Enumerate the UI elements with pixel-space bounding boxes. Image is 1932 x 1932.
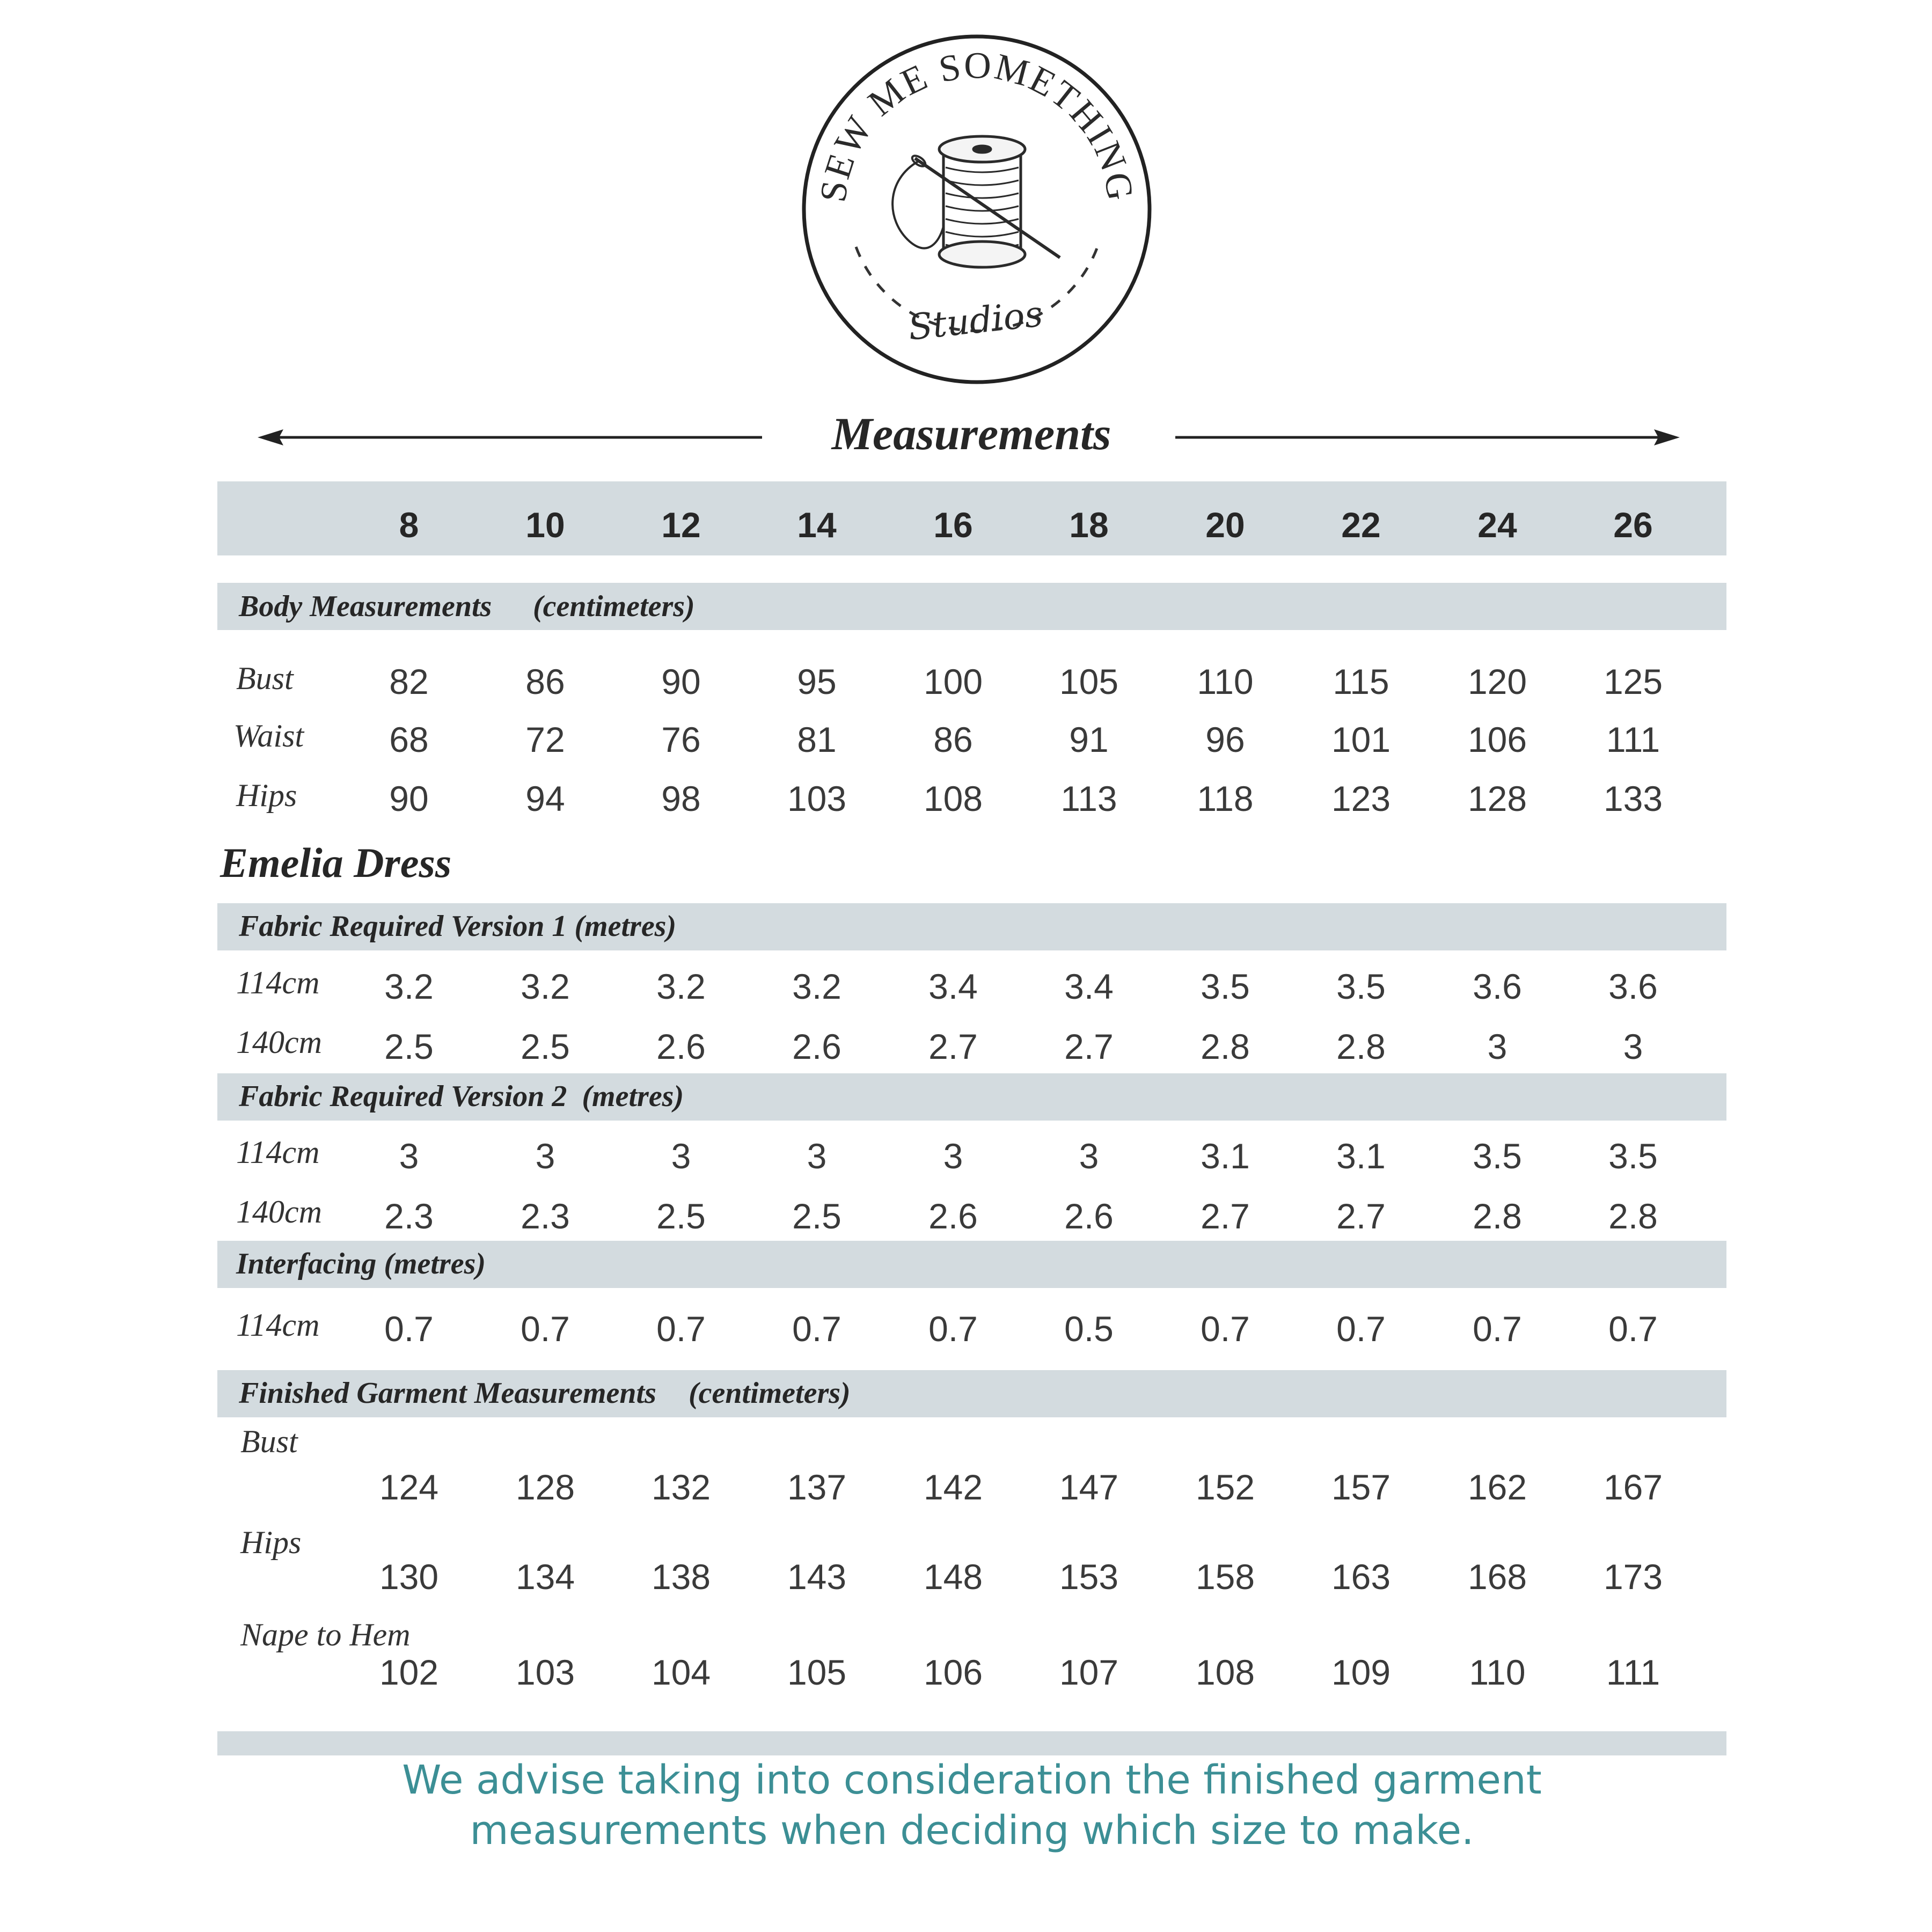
table-cell: 109 bbox=[1331, 1652, 1391, 1692]
logo-bottom-text: Studios bbox=[906, 293, 1045, 349]
table-cell: 95 bbox=[797, 662, 837, 701]
table-cell: 162 bbox=[1467, 1467, 1527, 1507]
table-cell: 120 bbox=[1467, 662, 1527, 701]
table-cell: 3.5 bbox=[1473, 1136, 1522, 1176]
row-label: Bust bbox=[240, 1424, 298, 1459]
size-heading: 20 bbox=[1205, 505, 1245, 545]
row-label: Hips bbox=[236, 778, 297, 813]
table-cell: 3.6 bbox=[1473, 967, 1522, 1006]
table-cell: 143 bbox=[787, 1557, 847, 1597]
table-cell: 110 bbox=[1197, 662, 1254, 701]
table-cell: 104 bbox=[651, 1652, 711, 1692]
table-cell: 2.6 bbox=[1064, 1196, 1114, 1236]
table-cell: 138 bbox=[651, 1557, 711, 1597]
table-cell: 2.5 bbox=[521, 1027, 570, 1066]
table-cell: 147 bbox=[1059, 1467, 1119, 1507]
table-cell: 0.7 bbox=[792, 1309, 841, 1349]
table-cell: 105 bbox=[787, 1652, 847, 1692]
table-cell: 3.2 bbox=[656, 967, 706, 1006]
table-cell: 3 bbox=[671, 1136, 691, 1176]
product-title: Emelia Dress bbox=[220, 839, 452, 886]
table-cell: 94 bbox=[525, 779, 565, 818]
table-cell: 81 bbox=[797, 720, 837, 759]
row-label: Waist bbox=[233, 718, 304, 753]
section-label-fabric-v1: Fabric Required Version 1 (metres) bbox=[239, 910, 677, 943]
footer-band bbox=[217, 1731, 1726, 1755]
table-cell: 2.5 bbox=[384, 1027, 434, 1066]
table-cell: 3 bbox=[1623, 1027, 1643, 1066]
page-title: Measurements bbox=[831, 408, 1111, 459]
table-cell: 102 bbox=[379, 1652, 439, 1692]
table-cell: 3 bbox=[535, 1136, 555, 1176]
size-heading: 8 bbox=[399, 505, 419, 545]
table-cell: 2.8 bbox=[1608, 1196, 1658, 1236]
left-arrow-icon bbox=[258, 427, 762, 448]
right-arrow-icon bbox=[1175, 427, 1680, 448]
thread-spool-icon bbox=[939, 136, 1025, 267]
table-cell: 96 bbox=[1205, 720, 1245, 759]
table-cell: 130 bbox=[379, 1557, 439, 1597]
table-cell: 115 bbox=[1333, 662, 1389, 701]
table-cell: 90 bbox=[389, 779, 429, 818]
table-cell: 128 bbox=[1467, 779, 1527, 818]
table-cell: 103 bbox=[787, 779, 847, 818]
row-label: 114cm bbox=[236, 1135, 320, 1170]
table-cell: 106 bbox=[1467, 720, 1527, 759]
advice-line-2: measurements when deciding which size to make. bbox=[470, 1807, 1474, 1854]
table-cell: 123 bbox=[1331, 779, 1391, 818]
size-heading: 18 bbox=[1069, 505, 1109, 545]
table-cell: 2.8 bbox=[1201, 1027, 1250, 1066]
table-cell: 3.2 bbox=[792, 967, 841, 1006]
row-label: 140cm bbox=[236, 1024, 322, 1060]
table-cell: 168 bbox=[1467, 1557, 1527, 1597]
table-cell: 86 bbox=[525, 662, 565, 701]
table-cell: 163 bbox=[1331, 1557, 1391, 1597]
table-cell: 132 bbox=[651, 1467, 711, 1507]
table-cell: 158 bbox=[1195, 1557, 1255, 1597]
size-heading: 16 bbox=[933, 505, 973, 545]
advice-note bbox=[217, 1755, 1726, 1856]
section-unit-body: (centimeters) bbox=[533, 590, 695, 623]
table-cell: 152 bbox=[1195, 1467, 1255, 1507]
table-cell: 2.6 bbox=[928, 1196, 978, 1236]
row-label: Nape to Hem bbox=[240, 1617, 411, 1652]
table-cell: 0.7 bbox=[928, 1309, 978, 1349]
table-cell: 142 bbox=[923, 1467, 983, 1507]
table-cell: 103 bbox=[515, 1652, 575, 1692]
table-cell: 2.8 bbox=[1336, 1027, 1386, 1066]
table-cell: 137 bbox=[787, 1467, 847, 1507]
table-cell: 2.6 bbox=[656, 1027, 706, 1066]
table-cell: 108 bbox=[1195, 1652, 1255, 1692]
table-cell: 108 bbox=[923, 779, 983, 818]
table-cell: 0.7 bbox=[1608, 1309, 1658, 1349]
size-heading: 24 bbox=[1477, 505, 1517, 545]
table-cell: 101 bbox=[1331, 720, 1391, 759]
brand-logo bbox=[794, 27, 1159, 392]
row-label: 114cm bbox=[236, 965, 320, 1000]
table-cell: 2.5 bbox=[656, 1196, 706, 1236]
table-cell: 3 bbox=[807, 1136, 827, 1176]
table-cell: 100 bbox=[923, 662, 983, 701]
table-cell: 2.5 bbox=[792, 1196, 841, 1236]
table-cell: 0.7 bbox=[521, 1309, 570, 1349]
logo-top-text: SEW ME SOMETHING bbox=[812, 45, 1141, 205]
table-cell: 3.2 bbox=[384, 967, 434, 1006]
table-cell: 3.5 bbox=[1608, 1136, 1658, 1176]
table-cell: 106 bbox=[923, 1652, 983, 1692]
table-cell: 3 bbox=[1079, 1136, 1099, 1176]
table-cell: 157 bbox=[1331, 1467, 1391, 1507]
table-cell: 134 bbox=[515, 1557, 575, 1597]
table-cell: 3 bbox=[399, 1136, 419, 1176]
table-cell: 91 bbox=[1069, 720, 1109, 759]
table-cell: 2.3 bbox=[384, 1196, 434, 1236]
section-label-interfacing: Interfacing (metres) bbox=[236, 1247, 486, 1280]
table-cell: 72 bbox=[525, 720, 565, 759]
table-cell: 2.8 bbox=[1473, 1196, 1522, 1236]
section-label-finished: Finished Garment Measurements bbox=[239, 1377, 656, 1410]
table-cell: 148 bbox=[923, 1557, 983, 1597]
table-cell: 3 bbox=[1487, 1027, 1507, 1066]
table-cell: 118 bbox=[1197, 779, 1254, 818]
table-cell: 3.5 bbox=[1201, 967, 1250, 1006]
table-cell: 2.7 bbox=[928, 1027, 978, 1066]
table-cell: 167 bbox=[1603, 1467, 1663, 1507]
table-cell: 2.6 bbox=[792, 1027, 841, 1066]
table-cell: 124 bbox=[379, 1467, 439, 1507]
table-cell: 2.3 bbox=[521, 1196, 570, 1236]
table-cell: 90 bbox=[661, 662, 701, 701]
table-cell: 111 bbox=[1606, 1652, 1660, 1692]
section-unit-finished: (centimeters) bbox=[689, 1377, 851, 1410]
section-label-body: Body Measurements bbox=[239, 590, 492, 623]
table-cell: 3.6 bbox=[1608, 967, 1658, 1006]
table-cell: 2.7 bbox=[1064, 1027, 1114, 1066]
size-heading: 10 bbox=[525, 505, 565, 545]
table-cell: 3.1 bbox=[1336, 1136, 1386, 1176]
table-cell: 0.5 bbox=[1064, 1309, 1114, 1349]
table-cell: 0.7 bbox=[1473, 1309, 1522, 1349]
table-cell: 76 bbox=[661, 720, 701, 759]
table-cell: 86 bbox=[933, 720, 973, 759]
row-label: Bust bbox=[236, 661, 294, 696]
table-cell: 2.7 bbox=[1201, 1196, 1250, 1236]
table-cell: 98 bbox=[661, 779, 701, 818]
size-heading: 12 bbox=[661, 505, 701, 545]
table-cell: 125 bbox=[1603, 662, 1663, 701]
table-cell: 0.7 bbox=[1201, 1309, 1250, 1349]
size-heading: 14 bbox=[797, 505, 837, 545]
table-cell: 3.1 bbox=[1201, 1136, 1250, 1176]
table-cell: 110 bbox=[1469, 1652, 1526, 1692]
row-label: 140cm bbox=[236, 1194, 322, 1230]
table-cell: 105 bbox=[1059, 662, 1119, 701]
table-cell: 133 bbox=[1603, 779, 1663, 818]
table-cell: 68 bbox=[389, 720, 429, 759]
row-label: Hips bbox=[240, 1525, 302, 1560]
table-cell: 128 bbox=[515, 1467, 575, 1507]
table-cell: 3.5 bbox=[1336, 967, 1386, 1006]
table-cell: 0.7 bbox=[384, 1309, 434, 1349]
table-cell: 3.4 bbox=[1064, 967, 1114, 1006]
table-cell: 173 bbox=[1603, 1557, 1663, 1597]
table-cell: 107 bbox=[1059, 1652, 1119, 1692]
table-cell: 0.7 bbox=[1336, 1309, 1386, 1349]
table-cell: 153 bbox=[1059, 1557, 1119, 1597]
section-label-fabric-v2: Fabric Required Version 2 (metres) bbox=[239, 1080, 684, 1113]
advice-line-1: We advise taking into consideration the finished garment bbox=[402, 1757, 1542, 1803]
row-label: 114cm bbox=[236, 1307, 320, 1343]
table-cell: 113 bbox=[1060, 779, 1117, 818]
table-cell: 3.4 bbox=[928, 967, 978, 1006]
table-cell: 3 bbox=[943, 1136, 963, 1176]
table-cell: 2.7 bbox=[1336, 1196, 1386, 1236]
size-heading: 22 bbox=[1341, 505, 1381, 545]
table-cell: 111 bbox=[1606, 720, 1660, 759]
table-cell: 82 bbox=[389, 662, 429, 701]
table-cell: 0.7 bbox=[656, 1309, 706, 1349]
size-heading: 26 bbox=[1613, 505, 1653, 545]
table-cell: 3.2 bbox=[521, 967, 570, 1006]
